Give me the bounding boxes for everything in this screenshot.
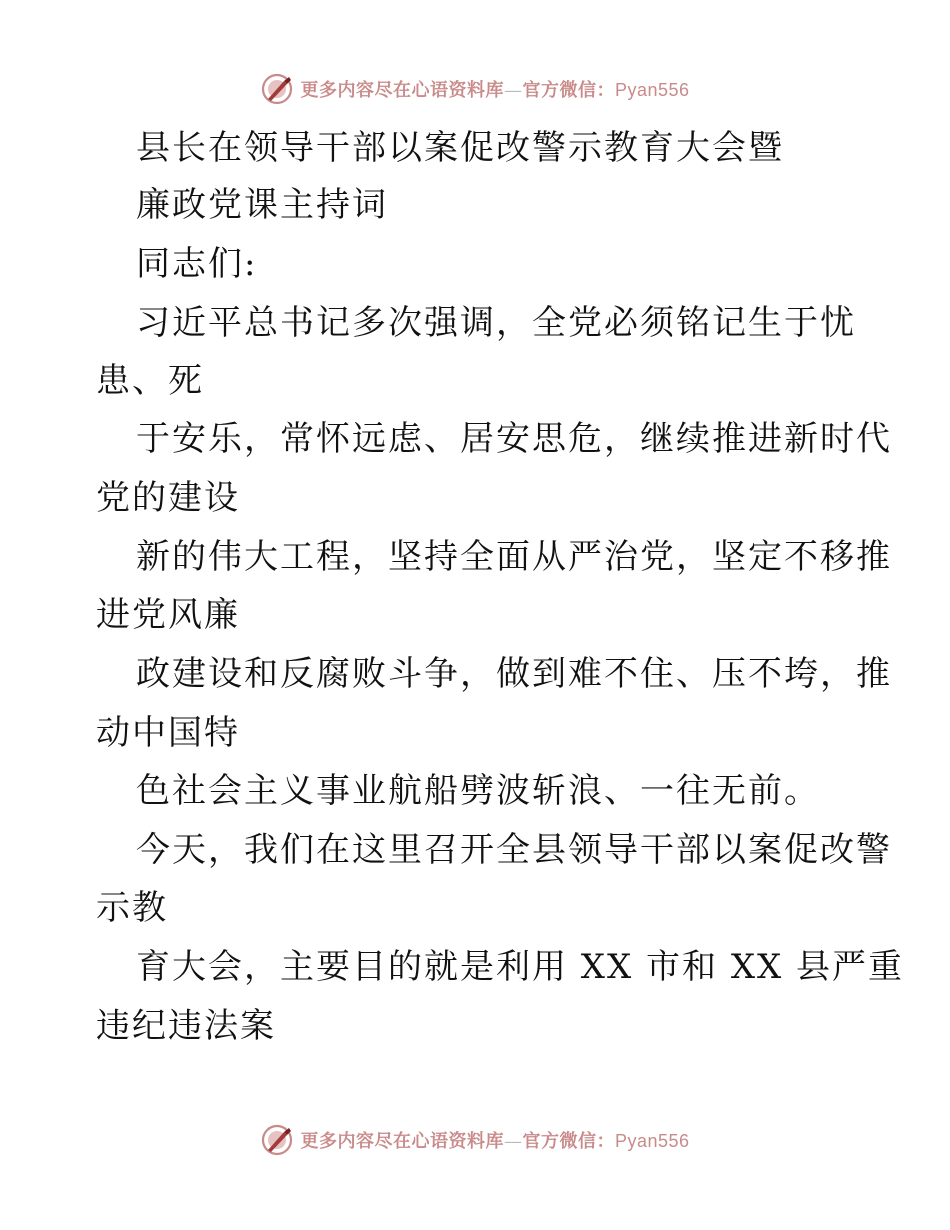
title-line-1: 县长在领导干部以案促改警示教育大会暨	[136, 128, 784, 168]
watermark-wechat-id: Pyan556	[614, 80, 690, 100]
paragraph-line: 新的伟大工程，坚持全面从严治党，坚定不移推	[136, 537, 892, 577]
watermark-site-name: 更多内容尽在心语资料库	[300, 80, 504, 101]
watermark-site-name: 更多内容尽在心语资料库	[300, 1131, 504, 1152]
pen-logo-icon	[260, 1123, 294, 1157]
pen-logo-icon	[260, 72, 294, 106]
paragraph-line: 患、死	[96, 361, 204, 401]
watermark-wechat-id: Pyan556	[614, 1131, 690, 1151]
paragraph-line: 习近平总书记多次强调，全党必须铭记生于忧	[136, 303, 856, 343]
watermark-wechat-label: 官方微信：	[522, 80, 615, 101]
footer-watermark	[0, 1123, 950, 1157]
paragraph-line: 育大会，主要目的就是利用 XX 市和 XX 县严重	[136, 947, 905, 987]
paragraph-line: 政建设和反腐败斗争，做到难不住、压不垮，推	[136, 654, 892, 694]
paragraph-line: 色社会主义事业航船劈波斩浪、一往无前。	[136, 771, 820, 811]
paragraph-line: 动中国特	[96, 713, 240, 753]
watermark-wechat-label: 官方微信：	[522, 1131, 615, 1152]
salutation: 同志们:	[136, 244, 258, 284]
watermark-dash: —	[503, 1131, 523, 1152]
paragraph-line: 党的建设	[96, 478, 240, 518]
watermark-text	[300, 76, 689, 102]
paragraph-line: 今天，我们在这里召开全县领导干部以案促改警	[136, 830, 892, 870]
watermark-dash: —	[503, 80, 523, 101]
title-line-2: 廉政党课主持词	[136, 185, 388, 225]
header-watermark	[0, 72, 950, 106]
paragraph-line: 于安乐，常怀远虑、居安思危，继续推进新时代	[136, 419, 892, 459]
paragraph-line: 示教	[96, 888, 168, 928]
paragraph-line: 进党风廉	[96, 595, 240, 635]
paragraph-line: 违纪违法案	[96, 1006, 276, 1046]
watermark-text	[300, 1127, 689, 1153]
